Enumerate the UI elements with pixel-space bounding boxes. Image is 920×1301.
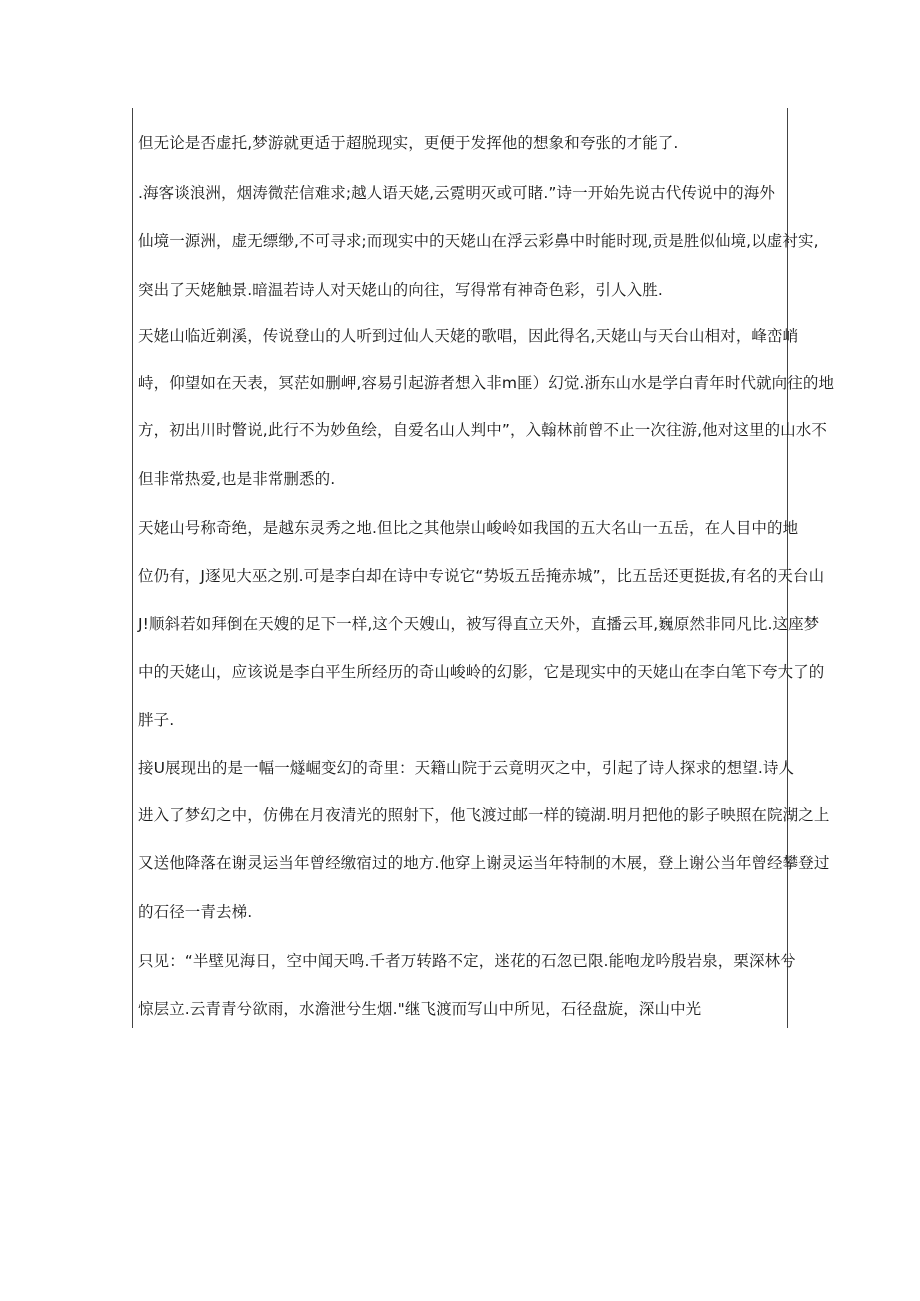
text-line: 位仍有，J逐见大巫之别.可是李白却在诗中专说它“势坂五岳掩赤城”，比五岳还更挺拔,有名的天台山 — [138, 567, 825, 585]
text-line: 惊层立.云青青兮欲雨，水澹泄兮生烟."继飞渡而写山中所见，石径盘旋，深山中光 — [138, 1000, 702, 1018]
text-line: 突出了天姥触景.暗温若诗人对天姥山的向往，写得常有神奇色彩，引人入胜. — [138, 281, 663, 299]
text-line: 只见：“半壁见海日，空中闻天鸣.千者万转路不定，迷花的石忽已限.能咆龙吟殷岩泉，栗深林兮 — [138, 952, 796, 970]
text-line: 但无论是否虚托,梦游就更适于超脱现实，更便于发挥他的想象和夸张的才能了. — [138, 134, 679, 152]
text-line: 的石径一青去梯. — [138, 903, 253, 921]
text-line: J!顺斜若如拜倒在天嫂的足下一样,这个天嫂山，被写得直立天外，直播云耳,巍原然非同凡比.这座梦 — [138, 615, 820, 633]
text-line: 进入了梦幻之中，仿佛在月夜清光的照射下，他飞渡过邮一样的镜湖.明月把他的影子映照在院湖之上 — [138, 806, 830, 824]
text-line: 天姥山临近剃溪，传说登山的人听到过仙人天姥的歌唱，因此得名,天姥山与天台山相对，峰峦峭 — [138, 327, 799, 345]
text-line: 但非常热爱,也是非常删悉的. — [138, 470, 336, 488]
text-line: 胖子. — [138, 711, 175, 729]
text-line: 接U展现出的是一幅一燧崛变幻的奇里：天籍山院于云竟明灭之中，引起了诗人探求的想望.诗人 — [138, 759, 795, 777]
text-line: 中的天姥山，应该说是李白平生所经历的奇山峻岭的幻影，它是现实中的天姥山在李白笔下夸大了的 — [138, 663, 825, 681]
text-line: 天姥山号称奇绝，是越东灵秀之地.但比之其他崇山峻岭如我国的五大名山一五岳，在人目中的地 — [138, 519, 799, 537]
text-line: 仙境一源洲，虚无缥缈,不可寻求;而现实中的天姥山在浮云彩鼻中时能时现,贡是胜似仙境,以虚衬实, — [138, 232, 819, 250]
text-line: 峙，仰望如在天表，冥茫如删岬,容易引起游者想入非m匪）幻觉.浙东山水是学白青年时代就向往的地 — [138, 374, 835, 392]
text-line: .海客谈浪洲，烟涛微茫信难求;越人语天姥,云霓明灭或可睹.”诗一开始先说古代传说中的海外 — [138, 184, 775, 202]
text-line: 方，初出川时瞥说,此行不为妙鱼绘，自爱名山人判中”，入翰林前曾不止一次往游,他对这里的山水不 — [138, 421, 827, 439]
text-line: 又送他降落在谢灵运当年曾经缴宿过的地方.他穿上谢灵运当年特制的木展，登上谢公当年曾经攀登过 — [138, 854, 830, 872]
